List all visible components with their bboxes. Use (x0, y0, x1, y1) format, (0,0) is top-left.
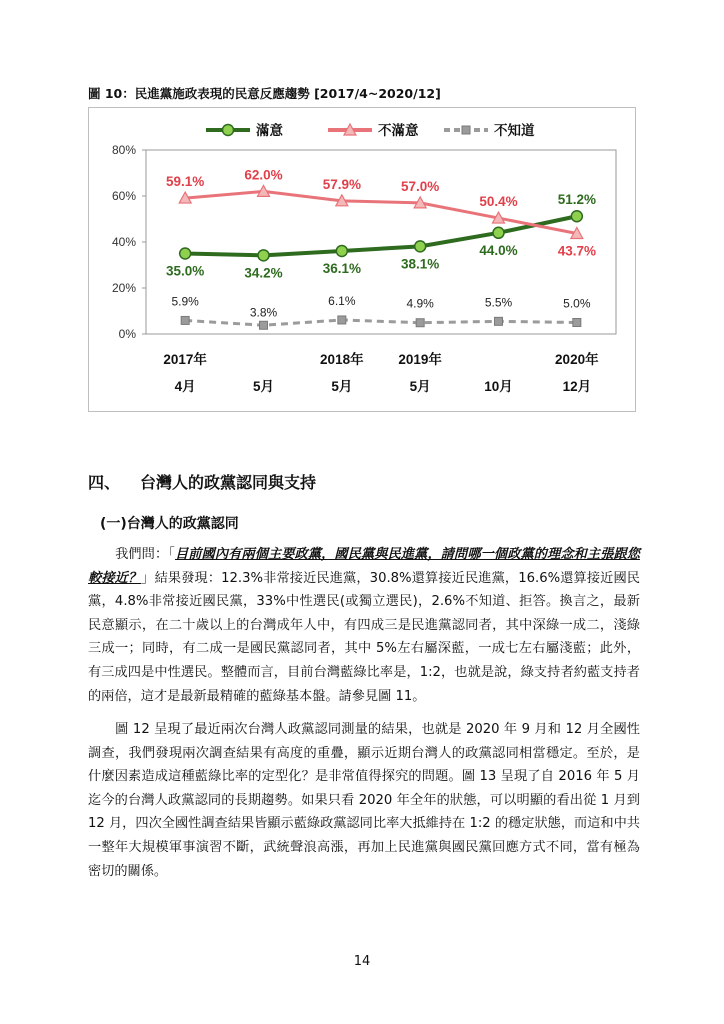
point-marker-unknown (573, 319, 581, 327)
data-label: 3.8% (249, 305, 278, 320)
data-label: 59.1% (166, 174, 205, 190)
data-label: 44.0% (479, 242, 518, 258)
paragraph-lead: 我們問：「 (115, 547, 175, 562)
data-label: 6.1% (328, 293, 356, 308)
point-marker-unknown (181, 316, 189, 324)
point-marker-satisfied (258, 250, 269, 261)
paragraph-party-identification (88, 543, 640, 708)
x-tick-label-year: 2019年 (398, 352, 442, 367)
y-tick-label: 40% (111, 235, 136, 249)
data-label: 50.4% (479, 194, 518, 210)
legend-label: 滿意 (256, 123, 283, 138)
point-marker-satisfied (571, 211, 582, 222)
point-marker-satisfied (223, 125, 234, 136)
point-marker-unknown (462, 126, 470, 134)
point-marker-satisfied (415, 241, 426, 252)
point-marker-unknown (338, 316, 346, 324)
point-marker-unknown (495, 317, 503, 325)
data-label: 62.0% (244, 167, 283, 183)
x-tick-label-month: 4月 (174, 379, 196, 394)
data-label: 38.1% (401, 256, 440, 272)
plot-area (146, 150, 616, 334)
data-label: 43.7% (557, 243, 596, 259)
data-label: 5.5% (484, 295, 513, 310)
x-tick-label-month: 5月 (252, 379, 275, 394)
point-marker-satisfied (336, 245, 347, 256)
legend-label: 不滿意 (378, 123, 419, 138)
x-tick-label-month: 12月 (562, 379, 592, 394)
subsection-heading: (一)台灣人的政黨認同 (100, 516, 239, 532)
point-marker-unknown (416, 319, 424, 327)
data-label: 51.2% (557, 192, 596, 208)
y-tick-label: 80% (111, 143, 136, 157)
legend-label: 不知道 (494, 123, 535, 138)
data-label: 5.9% (171, 294, 199, 309)
figure-caption: 圖 10：民進黨施政表現的民意反應趨勢 [2017/4~2020/12] (88, 86, 441, 101)
paragraph-text: 圖 12 呈現了最近兩次台灣人政黨認同測量的結果，也就是 2020 年 9 月和 12 月全國性調查，我們發現兩次調查結果有高度的重疊，顯示近期台灣人的政黨認同相當穩定。至於，是什麼因素造成這種藍綠比率的定型化？是非常值得探究的問題。圖 13 呈現了自 2016 年 5 月迄今的台灣人政黨認同的長期趨勢。如果只看 2020 年全年的狀態，可以明顯的看出從 1 月到 12 月，四次全國性調查結果皆顯示藍綠政黨認同比率大抵維持在 1:2 的穩定狀態，而這和中共一整年大規模軍事演習不斷，武統聲浪高漲，再加上民進黨與國民黨回應方式不同，當有極為密切的關係。 (88, 722, 640, 879)
data-label: 57.0% (401, 178, 440, 194)
x-tick-label-year: 2017年 (163, 352, 207, 367)
x-tick-label-year: 2020年 (555, 352, 599, 367)
paragraph-trend (88, 718, 640, 883)
x-tick-label-month: 5月 (409, 379, 431, 394)
page-number: 14 (353, 954, 371, 969)
data-label: 5.0% (563, 296, 591, 311)
paragraph-body: 」結果發現：12.3%非常接近民進黨，30.8%還算接近民進黨，16.6%還算接近國民黨，4.8%非常接近國民黨，33%中性選民(或獨立選民)，2.6%不知道、拒答。換言之，最新民意顯示，在二十歲以上的台灣成年人中，有四成三是民進黨認同者，其中深綠一成二，淺綠三成一；同時，有二成一是國民黨認同者，其中 5%左右屬深藍，一成七左右屬淺藍；此外，有三成四是中性選民。整體而言，目前台灣藍綠比率是，1:2，也就是說，綠支持者約藍支持者的兩倍，這才是最新最精確的藍綠基本盤。請參見圖 11。 (88, 570, 640, 704)
survey-question: 目前國內有兩個主要政黨，國民黨與民進黨，請問哪一個政黨的理念和主張跟您較接近？ (88, 547, 640, 586)
point-marker-unknown (260, 321, 268, 329)
y-tick-label: 60% (111, 189, 136, 203)
y-tick-label: 20% (111, 281, 136, 295)
data-label: 57.9% (322, 176, 361, 192)
line-chart (88, 107, 636, 412)
data-label: 34.2% (244, 265, 283, 281)
data-label: 4.9% (406, 296, 434, 311)
data-label: 35.0% (166, 263, 205, 279)
x-tick-label-month: 10月 (484, 379, 513, 394)
section-title: 台灣人的政黨認同與支持 (140, 473, 317, 492)
point-marker-satisfied (180, 248, 191, 259)
x-tick-label-month: 5月 (331, 379, 353, 394)
point-marker-satisfied (493, 227, 504, 238)
y-tick-label: 0% (118, 327, 136, 341)
data-label: 36.1% (322, 260, 361, 276)
section-heading (88, 470, 316, 493)
x-tick-label-year: 2018年 (320, 352, 364, 367)
section-number: 四、 (88, 473, 121, 492)
